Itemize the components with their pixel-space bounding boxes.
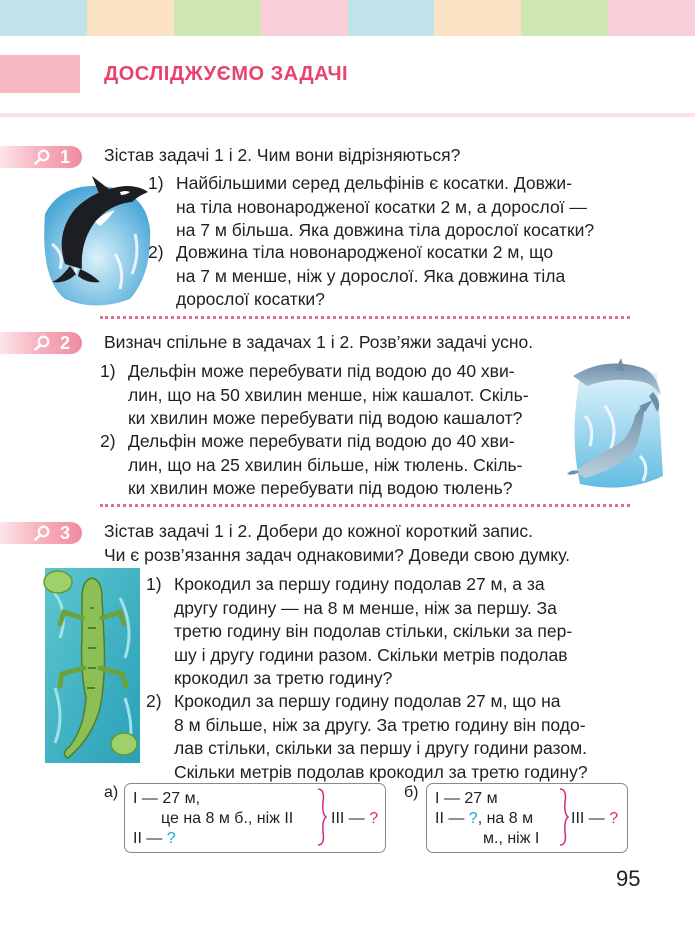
text-line: лин, що на 50 хвилин менше, ніж кашалот. Скіль- bbox=[128, 384, 529, 405]
task-2-problem-1 bbox=[100, 360, 558, 431]
unknown-mark: ? bbox=[369, 810, 379, 827]
text-line: Довжина тіла новонародженої косатки 2 м, що bbox=[176, 242, 554, 262]
record-text: II — bbox=[133, 830, 167, 847]
text-line: Крокодил за першу годину подолав 27 м, а за bbox=[174, 574, 545, 594]
stripe bbox=[348, 0, 435, 36]
magnifier-icon bbox=[34, 525, 50, 541]
short-record-a bbox=[124, 783, 386, 853]
task-2-problem-2 bbox=[100, 430, 558, 501]
text-line: другу годину — на 8 м менше, ніж за першу. За bbox=[174, 597, 557, 618]
text-line: на 7 м менше, ніж у дорослої. Яка довжина тіла bbox=[176, 265, 566, 286]
dolphins-illustration bbox=[565, 356, 665, 496]
record-text: III — bbox=[571, 810, 610, 827]
text-line: на 7 м більша. Яка довжина тіла дорослої косатки? bbox=[176, 220, 595, 240]
stripe bbox=[261, 0, 348, 36]
crocodile-illustration bbox=[40, 568, 145, 768]
short-record-b bbox=[426, 783, 628, 853]
stripe bbox=[521, 0, 608, 36]
text-line: ки хвилин може перебувати під водою тюлень? bbox=[128, 478, 513, 498]
text-line: лин, що на 25 хвилин більше, ніж тюлень. Скіль- bbox=[128, 454, 523, 475]
page-number: 95 bbox=[616, 866, 641, 891]
item-number: 2) bbox=[100, 431, 116, 451]
text-line: Чи є розв’язання задач однаковими? Доведи свою думку. bbox=[104, 544, 570, 565]
text-line: Крокодил за першу годину подолав 27 м, що на bbox=[174, 691, 561, 711]
item-number: 2) bbox=[148, 242, 164, 262]
task-number: 1 bbox=[60, 147, 71, 167]
record-text: II — bbox=[435, 810, 469, 827]
header-accent-bar bbox=[0, 55, 80, 93]
text-line: 8 м більше, ніж за другу. За третю годину він подо- bbox=[174, 714, 586, 735]
task-3-intro bbox=[104, 520, 570, 567]
item-number: 1) bbox=[100, 361, 116, 381]
stripe bbox=[608, 0, 695, 36]
text-line: Скільки метрів подолав крокодил за третю годину? bbox=[174, 761, 588, 782]
text-line: Дельфін може перебувати під водою до 40 хви- bbox=[128, 361, 515, 381]
text-line: шу і другу години разом. Скільки метрів подолав bbox=[174, 644, 568, 665]
item-number: 1) bbox=[148, 173, 164, 193]
item-number: 1) bbox=[146, 574, 162, 594]
stripe bbox=[174, 0, 261, 36]
task-3-problem-2 bbox=[146, 690, 626, 784]
record-result bbox=[331, 808, 378, 829]
record-line bbox=[435, 808, 533, 829]
text-line: Найбільшими серед дельфінів є косатки. Довжи- bbox=[176, 173, 573, 193]
magnifier-icon bbox=[34, 149, 50, 165]
record-line: м., ніж I bbox=[483, 830, 540, 847]
record-line bbox=[133, 828, 176, 849]
record-label-b: б) bbox=[404, 784, 419, 801]
top-color-stripes bbox=[0, 0, 695, 36]
text-line: третю годину він подолав стільки, скільки за пер- bbox=[174, 621, 573, 641]
record-line: I — 27 м bbox=[435, 790, 498, 807]
record-result bbox=[571, 808, 618, 829]
record-line: це на 8 м б., ніж II bbox=[161, 810, 294, 827]
text-line: Зістав задачі 1 і 2. Добери до кожної короткий запис. bbox=[104, 521, 534, 541]
task-number: 2 bbox=[60, 333, 71, 353]
stripe bbox=[0, 0, 87, 36]
text-line: крокодил за третю годину? bbox=[174, 668, 393, 688]
record-line: I — 27 м, bbox=[133, 790, 201, 807]
record-text: III — bbox=[331, 810, 370, 827]
text-line: дорослої косатки? bbox=[176, 289, 325, 309]
task-2-intro: Визнач спільне в задачах 1 і 2. Розв’яжи задачі усно. bbox=[104, 332, 534, 352]
text-line: на тіла новонародженої косатки 2 м, а дорослої — bbox=[176, 196, 587, 217]
dotted-separator bbox=[100, 316, 630, 319]
task-badge-1 bbox=[0, 146, 82, 168]
task-badge-2 bbox=[0, 332, 82, 354]
task-3-problem-1 bbox=[146, 573, 626, 691]
text-line: ки хвилин може перебувати під водою кашалот? bbox=[128, 408, 523, 428]
curly-brace-icon bbox=[559, 788, 569, 846]
curly-brace-icon bbox=[317, 788, 327, 846]
header-divider bbox=[0, 113, 695, 117]
magnifier-icon bbox=[34, 335, 50, 351]
unknown-mark: ? bbox=[468, 810, 478, 827]
task-1-problem-2 bbox=[148, 241, 626, 312]
unknown-mark: ? bbox=[166, 830, 176, 847]
orca-illustration bbox=[40, 174, 155, 309]
record-label-a: а) bbox=[104, 784, 119, 801]
task-1-problem-1 bbox=[148, 172, 626, 243]
task-badge-3 bbox=[0, 522, 82, 544]
task-number: 3 bbox=[60, 523, 71, 543]
item-number: 2) bbox=[146, 691, 162, 711]
record-text: , на 8 м bbox=[477, 810, 534, 827]
unknown-mark: ? bbox=[609, 810, 619, 827]
stripe bbox=[434, 0, 521, 36]
task-1-intro: Зістав задачі 1 і 2. Чим вони відрізняються? bbox=[104, 145, 461, 165]
text-line: Дельфін може перебувати під водою до 40 хви- bbox=[128, 431, 515, 451]
dotted-separator bbox=[100, 504, 630, 507]
stripe bbox=[87, 0, 174, 36]
text-line: лав стільки, скільки за першу і другу години разом. bbox=[174, 738, 587, 758]
section-title: ДОСЛІДЖУЄМО ЗАДАЧІ bbox=[104, 63, 349, 85]
